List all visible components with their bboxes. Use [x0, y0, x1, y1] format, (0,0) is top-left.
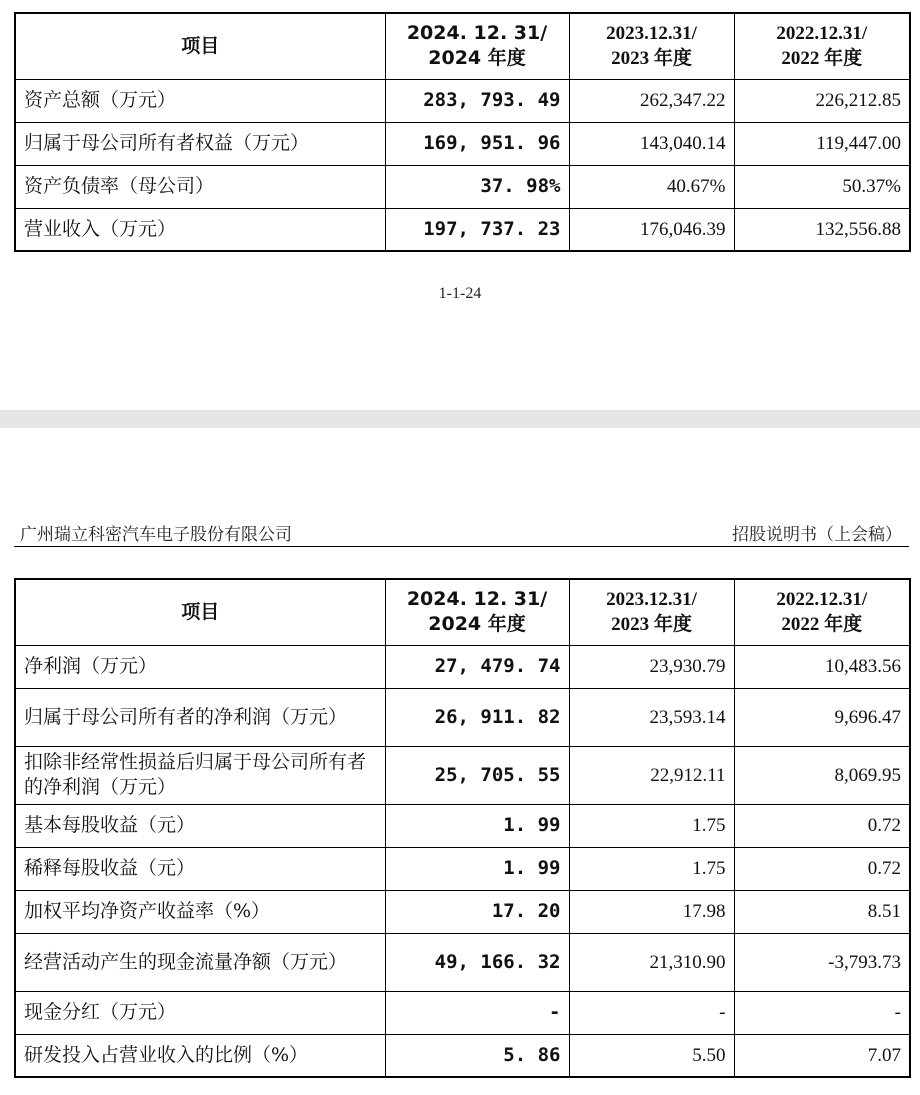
value-2023: 22,912.11 — [569, 746, 734, 804]
table-row — [15, 645, 910, 688]
value-2022: -3,793.73 — [734, 933, 910, 991]
header-2022 — [734, 579, 910, 645]
value-2022: 50.37% — [734, 165, 910, 208]
value-2024: 1. 99 — [385, 804, 569, 847]
row-label: 稀释每股收益（元） — [15, 847, 385, 890]
row-label: 资产负债率（母公司） — [15, 165, 385, 208]
header-2022-year: 2022 年度 — [781, 48, 863, 70]
value-2024: 25, 705. 55 — [385, 746, 569, 804]
financial-table-bottom — [14, 578, 911, 1078]
page-number: 1-1-24 — [438, 285, 482, 302]
value-2022: 119,447.00 — [734, 122, 910, 165]
value-2022: 0.72 — [734, 804, 910, 847]
table-row — [15, 165, 910, 208]
header-2022-year: 2022 年度 — [781, 614, 863, 636]
table-row — [15, 79, 910, 122]
table-row — [15, 804, 910, 847]
value-2023: 23,930.79 — [569, 645, 734, 688]
value-2023: 176,046.39 — [569, 208, 734, 251]
header-2022-date: 2022.12.31/ — [776, 589, 868, 611]
value-2023: 17.98 — [569, 890, 734, 933]
page-top — [0, 0, 920, 410]
value-2022: 226,212.85 — [734, 79, 910, 122]
value-2023: 143,040.14 — [569, 122, 734, 165]
value-2024: 49, 166. 32 — [385, 933, 569, 991]
row-label: 经营活动产生的现金流量净额（万元） — [15, 933, 385, 991]
value-2024: - — [385, 991, 569, 1034]
value-2023: 5.50 — [569, 1034, 734, 1077]
header-2024-date: 2024. 12. 31/ — [406, 588, 548, 611]
header-2024-year: 2024 年度 — [428, 47, 526, 70]
value-2022: 0.72 — [734, 847, 910, 890]
header-2023-year: 2023 年度 — [611, 48, 692, 70]
value-2024: 27, 479. 74 — [385, 645, 569, 688]
header-2023 — [569, 579, 734, 645]
row-label: 营业收入（万元） — [15, 208, 385, 251]
value-2024: 283, 793. 49 — [385, 79, 569, 122]
header-2023-year: 2023 年度 — [611, 614, 692, 636]
document-type: 招股说明书（上会稿） — [732, 525, 902, 545]
page-separator — [0, 410, 920, 428]
value-2024: 197, 737. 23 — [385, 208, 569, 251]
row-label: 加权平均净资产收益率（%） — [15, 890, 385, 933]
table-row — [15, 122, 910, 165]
row-label: 归属于母公司所有者权益（万元） — [15, 122, 385, 165]
row-label: 研发投入占营业收入的比例（%） — [15, 1034, 385, 1077]
value-2024: 26, 911. 82 — [385, 688, 569, 746]
value-2022: 132,556.88 — [734, 208, 910, 251]
header-2024 — [385, 13, 569, 79]
value-2023: 1.75 — [569, 804, 734, 847]
page-bottom — [0, 428, 920, 1095]
row-label: 基本每股收益（元） — [15, 804, 385, 847]
row-label: 净利润（万元） — [15, 645, 385, 688]
value-2022: 10,483.56 — [734, 645, 910, 688]
header-2022-date: 2022.12.31/ — [776, 23, 868, 45]
row-label: 现金分红（万元） — [15, 991, 385, 1034]
row-label: 扣除非经常性损益后归属于母公司所有者的净利润（万元） — [15, 746, 385, 804]
value-2022: - — [734, 991, 910, 1034]
value-2023: 40.67% — [569, 165, 734, 208]
value-2023: 1.75 — [569, 847, 734, 890]
header-2024-year: 2024 年度 — [428, 613, 526, 636]
company-name: 广州瑞立科密汽车电子股份有限公司 — [20, 525, 292, 545]
value-2022: 8.51 — [734, 890, 910, 933]
table-row — [15, 746, 910, 804]
header-item: 项目 — [15, 579, 385, 645]
row-label: 归属于母公司所有者的净利润（万元） — [15, 688, 385, 746]
value-2022: 9,696.47 — [734, 688, 910, 746]
value-2024: 17. 20 — [385, 890, 569, 933]
table-header-row — [15, 13, 910, 79]
value-2024: 169, 951. 96 — [385, 122, 569, 165]
table-row — [15, 890, 910, 933]
value-2022: 7.07 — [734, 1034, 910, 1077]
value-2023: 21,310.90 — [569, 933, 734, 991]
table-row — [15, 688, 910, 746]
value-2024: 37. 98% — [385, 165, 569, 208]
table-header-row — [15, 579, 910, 645]
table-row — [15, 208, 910, 251]
row-label: 资产总额（万元） — [15, 79, 385, 122]
value-2024: 5. 86 — [385, 1034, 569, 1077]
table-row — [15, 991, 910, 1034]
header-2024 — [385, 579, 569, 645]
value-2022: 8,069.95 — [734, 746, 910, 804]
table-row — [15, 933, 910, 991]
header-2023-date: 2023.12.31/ — [606, 23, 697, 45]
table-row — [15, 1034, 910, 1077]
value-2023: - — [569, 991, 734, 1034]
header-rule — [14, 546, 909, 547]
value-2023: 262,347.22 — [569, 79, 734, 122]
table-row — [15, 847, 910, 890]
value-2023: 23,593.14 — [569, 688, 734, 746]
header-2023 — [569, 13, 734, 79]
value-2024: 1. 99 — [385, 847, 569, 890]
header-item: 项目 — [15, 13, 385, 79]
financial-table-top — [14, 12, 911, 252]
header-2024-date: 2024. 12. 31/ — [406, 22, 548, 45]
header-2023-date: 2023.12.31/ — [606, 589, 697, 611]
header-2022 — [734, 13, 910, 79]
